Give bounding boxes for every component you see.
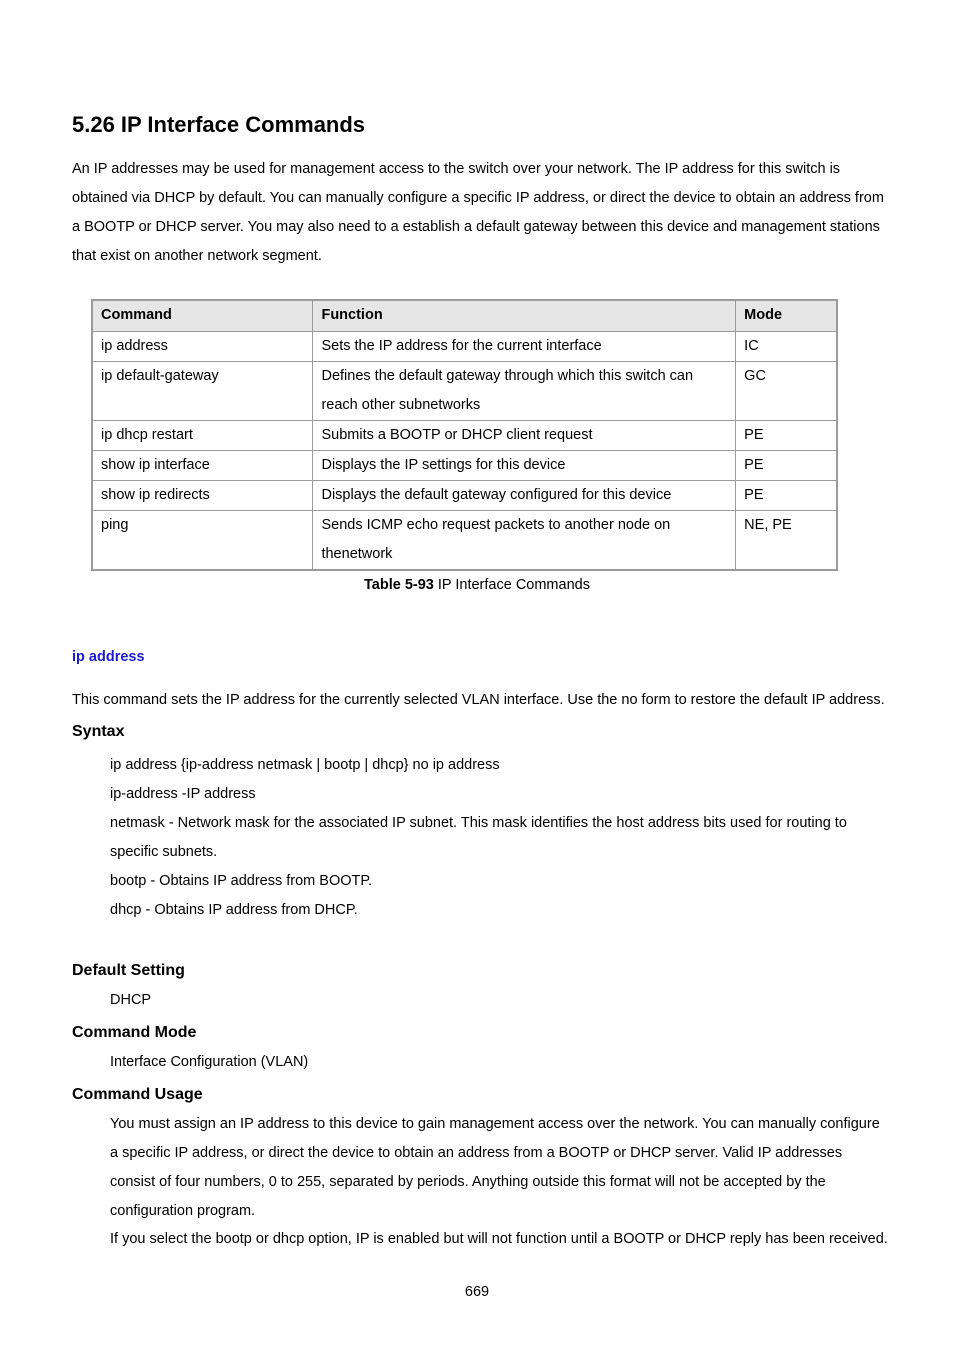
default-setting-value: DHCP bbox=[110, 992, 152, 1008]
command-mode-heading: Command Mode bbox=[72, 1024, 197, 1041]
header-mode: Mode bbox=[736, 300, 837, 332]
caption-label: Table 5-93 bbox=[364, 577, 434, 593]
cell-function: Sends ICMP echo request packets to another node on thenetwork bbox=[313, 511, 736, 571]
cell-function: Displays the IP settings for this device bbox=[313, 451, 736, 481]
usage-paragraph: You must assign an IP address to this device to gain management access over the network. You can manually configure a specific IP address, or direct the device to obtain an address from a BOOTP or DHCP server. Valid IP addresses consist of four numbers, 0 to 255, separated by periods. Anything outside this format will not be accepted by the configuration program. bbox=[110, 1116, 880, 1219]
section-description: This command sets the IP address for the currently selected VLAN interface. Use the no form to restore the default IP address. bbox=[72, 692, 885, 708]
syntax-line: dhcp - Obtains IP address from DHCP. bbox=[110, 902, 358, 918]
syntax-line: ip-address -IP address bbox=[110, 786, 256, 802]
cell-function: Defines the default gateway through which this switch can reach other subnetworks bbox=[313, 362, 736, 421]
cell-command: ping bbox=[92, 511, 313, 571]
header-command: Command bbox=[92, 300, 313, 332]
table-caption bbox=[0, 575, 954, 595]
page-number: 669 bbox=[464, 1284, 490, 1300]
cell-function: Sets the IP address for the current interface bbox=[313, 332, 736, 362]
table-row bbox=[92, 511, 837, 571]
cell-command: show ip interface bbox=[92, 451, 313, 481]
syntax-heading: Syntax bbox=[72, 723, 125, 740]
cell-mode: PE bbox=[736, 451, 837, 481]
cell-command: ip address bbox=[92, 332, 313, 362]
table-row bbox=[92, 362, 837, 421]
syntax-line: bootp - Obtains IP address from BOOTP. bbox=[110, 873, 373, 889]
cell-mode: PE bbox=[736, 421, 837, 451]
section-title-link[interactable]: ip address bbox=[72, 649, 145, 665]
cell-command: show ip redirects bbox=[92, 481, 313, 511]
default-setting-heading: Default Setting bbox=[72, 962, 185, 979]
page-title: 5.26 IP Interface Commands bbox=[72, 112, 366, 137]
table-row bbox=[92, 481, 837, 511]
table-row bbox=[92, 332, 837, 362]
command-usage-heading: Command Usage bbox=[72, 1086, 203, 1103]
caption-text: IP Interface Commands bbox=[433, 577, 590, 593]
cell-function: Displays the default gateway configured for this device bbox=[313, 481, 736, 511]
cell-mode: IC bbox=[736, 332, 837, 362]
cell-command: ip dhcp restart bbox=[92, 421, 313, 451]
intro-paragraph: An IP addresses may be used for management access to the switch over your network. The IP address for this switch is obtained via DHCP by default. You can manually configure a specific IP address, or direct the device to obtain an address from a BOOTP or DHCP server. You may also need to a establish a default gateway between this device and management stations that exist on another network segment. bbox=[72, 161, 884, 264]
syntax-line: netmask - Network mask for the associated IP subnet. This mask identifies the host address bits used for routing to specific subnets. bbox=[110, 815, 847, 860]
syntax-line: ip address {ip-address netmask | bootp | dhcp} no ip address bbox=[110, 757, 500, 773]
cell-mode: PE bbox=[736, 481, 837, 511]
table-row bbox=[92, 451, 837, 481]
header-function: Function bbox=[313, 300, 736, 332]
table-header-row bbox=[92, 300, 837, 332]
cell-command: ip default-gateway bbox=[92, 362, 313, 421]
usage-paragraph: If you select the bootp or dhcp option, IP is enabled but will not function until a BOOTP or DHCP reply has been received. bbox=[110, 1231, 888, 1247]
cell-mode: NE, PE bbox=[736, 511, 837, 571]
cell-function: Submits a BOOTP or DHCP client request bbox=[313, 421, 736, 451]
command-mode-value: Interface Configuration (VLAN) bbox=[110, 1054, 309, 1070]
table-row bbox=[92, 421, 837, 451]
cell-mode: GC bbox=[736, 362, 837, 421]
commands-table bbox=[91, 299, 838, 571]
